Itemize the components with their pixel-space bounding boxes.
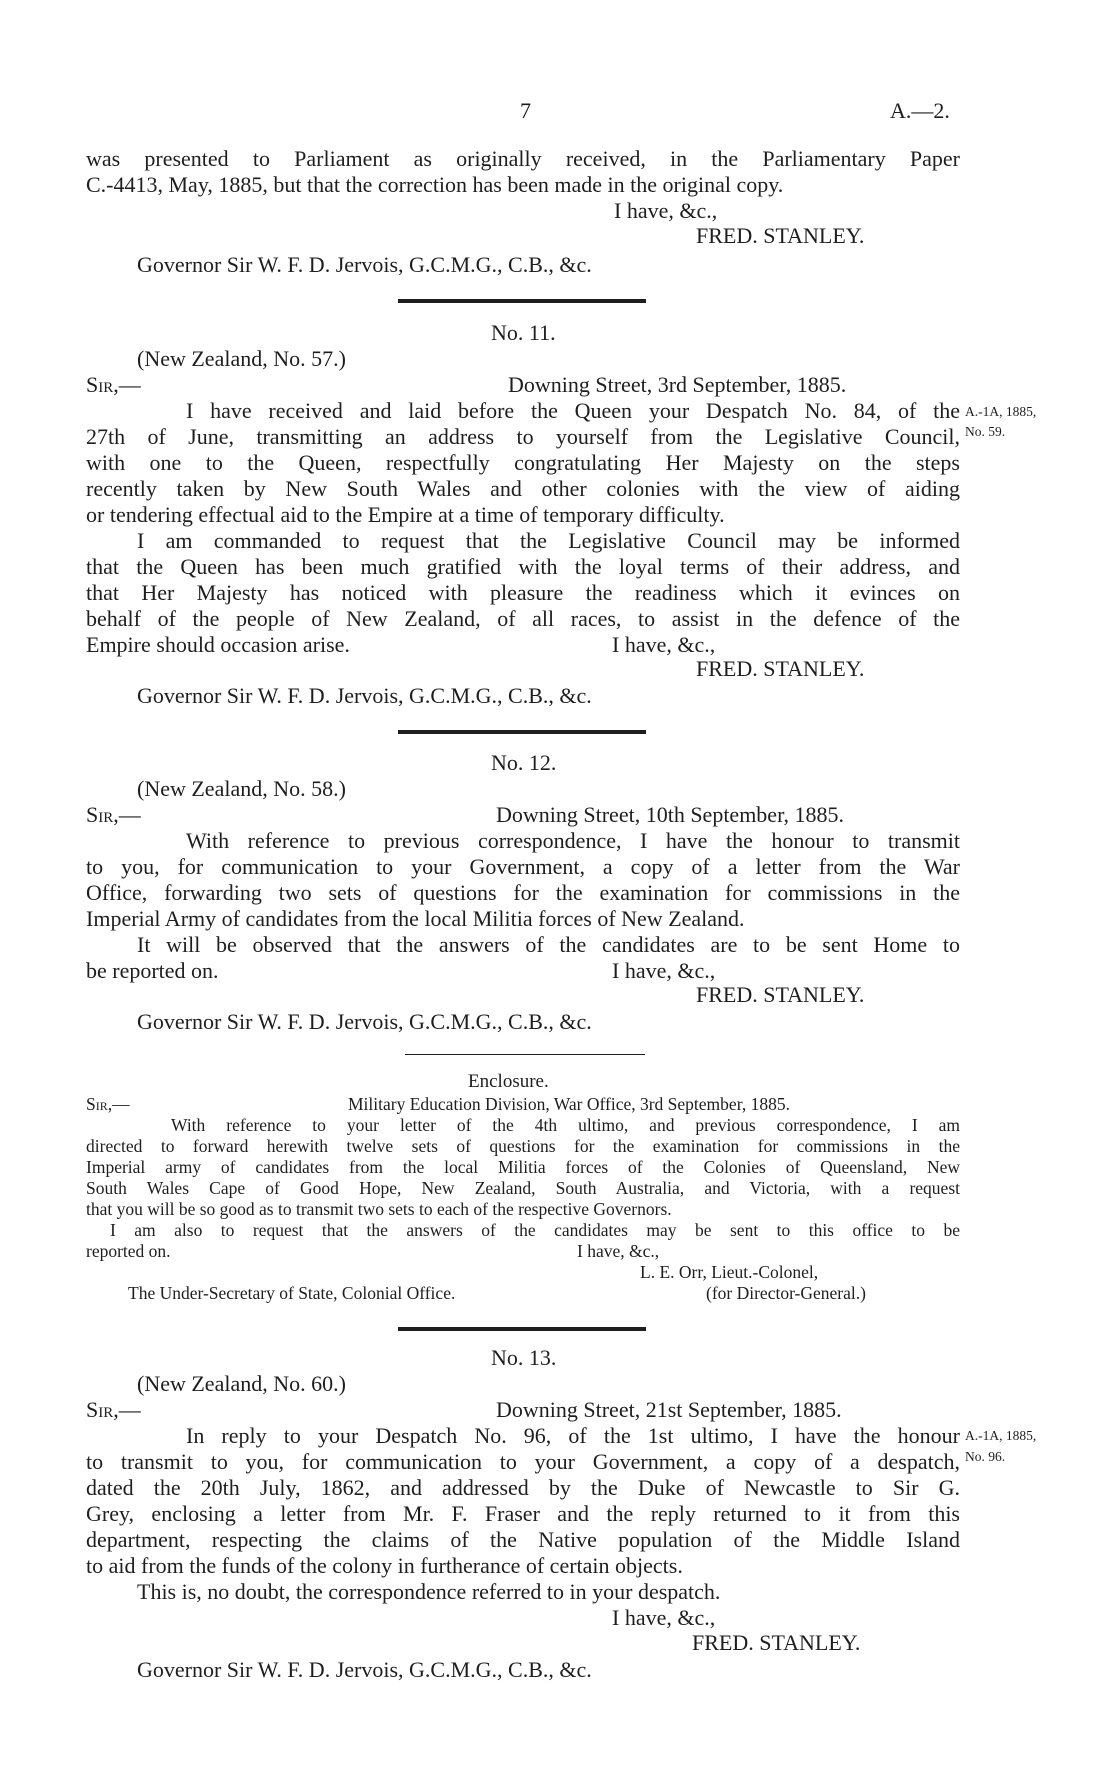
body-line: be reported on. [86, 958, 219, 983]
body-line: that the Queen has been much gratified with the loyal terms of their address, and [86, 554, 960, 579]
signature: L. E. Orr, Lieut.-Colonel, [640, 1262, 819, 1282]
section-divider [398, 1327, 646, 1331]
enclosure-heading: Enclosure. [468, 1071, 549, 1092]
despatch-heading: No. 12. [491, 750, 557, 775]
margin-reference: No. 59. [965, 424, 1006, 439]
body-line: behalf of the people of New Zealand, of all races, to assist in the defence of the [86, 606, 960, 631]
addressee: The Under-Secretary of State, Colonial Office. [128, 1283, 456, 1303]
addressee: Governor Sir W. F. D. Jervois, G.C.M.G., C.B., &c. [137, 252, 592, 277]
signature: FRED. STANLEY. [696, 982, 865, 1007]
despatch-reference: (New Zealand, No. 57.) [137, 346, 346, 371]
closing: I have, &c., [614, 198, 718, 223]
despatch-reference: (New Zealand, No. 60.) [137, 1371, 346, 1396]
salutation: Sir,— [86, 372, 141, 397]
dateline: Military Education Division, War Office, 3rd September, 1885. [348, 1094, 790, 1114]
closing: I have, &c., [612, 632, 716, 657]
page-number: 7 [520, 98, 531, 123]
body-line: reported on. [86, 1241, 171, 1261]
salutation: Sir,— [86, 1397, 141, 1422]
dateline: Downing Street, 10th September, 1885. [496, 802, 845, 827]
margin-reference: A.-1A, 1885, [965, 1428, 1037, 1443]
body-line: C.-4413, May, 1885, but that the correction has been made in the original copy. [86, 172, 784, 197]
signature-note: (for Director-General.) [706, 1283, 866, 1303]
despatch-heading: No. 13. [491, 1345, 557, 1370]
body-line: or tendering effectual aid to the Empire at a time of temporary difficulty. [86, 502, 725, 527]
document-reference: A.—2. [890, 98, 950, 123]
margin-reference: A.-1A, 1885, [965, 404, 1037, 419]
body-line: Grey, enclosing a letter from Mr. F. Fraser and the reply returned to it from this [86, 1501, 960, 1526]
addressee: Governor Sir W. F. D. Jervois, G.C.M.G., C.B., &c. [137, 1657, 592, 1682]
signature: FRED. STANLEY. [696, 656, 865, 681]
addressee: Governor Sir W. F. D. Jervois, G.C.M.G., C.B., &c. [137, 1009, 592, 1034]
body-line: It will be observed that the answers of the candidates are to be sent Home to [137, 932, 960, 957]
addressee: Governor Sir W. F. D. Jervois, G.C.M.G., C.B., &c. [137, 683, 592, 708]
body-line: to aid from the funds of the colony in furtherance of certain objects. [86, 1553, 683, 1578]
body-line: with one to the Queen, respectfully congratulating Her Majesty on the steps [86, 450, 960, 475]
body-line: With reference to previous correspondence, I have the honour to transmit [186, 828, 960, 853]
signature: FRED. STANLEY. [696, 223, 865, 248]
enclosure-divider [405, 1054, 645, 1055]
salutation: Sir,— [86, 802, 141, 827]
body-line: directed to forward herewith twelve sets of questions for the examination for commissions in the [86, 1136, 960, 1156]
body-line: This is, no doubt, the correspondence referred to in your despatch. [137, 1579, 721, 1604]
body-line: With reference to your letter of the 4th ultimo, and previous correspondence, I am [171, 1115, 960, 1135]
body-line: Office, forwarding two sets of questions for the examination for commissions in the [86, 880, 960, 905]
body-line: recently taken by New South Wales and other colonies with the view of aiding [86, 476, 960, 501]
salutation: Sir,— [86, 1094, 130, 1114]
body-line: Imperial Army of candidates from the local Militia forces of New Zealand. [86, 906, 745, 931]
section-divider [398, 730, 646, 734]
body-line: department, respecting the claims of the Native population of the Middle Island [86, 1527, 960, 1552]
body-line: Imperial army of candidates from the local Militia forces of the Colonies of Queensland, New [86, 1157, 960, 1177]
body-line: to transmit to you, for communication to your Government, a copy of a despatch, [86, 1449, 960, 1474]
body-line: South Wales Cape of Good Hope, New Zealand, South Australia, and Victoria, with a request [86, 1178, 960, 1198]
body-line: I have received and laid before the Queen your Despatch No. 84, of the [186, 398, 960, 423]
closing: I have, &c., [612, 958, 716, 983]
body-line: Empire should occasion arise. [86, 632, 350, 657]
despatch-reference: (New Zealand, No. 58.) [137, 776, 346, 801]
body-line: that you will be so good as to transmit two sets to each of the respective Governors. [86, 1199, 672, 1219]
closing: I have, &c., [612, 1605, 716, 1630]
dateline: Downing Street, 21st September, 1885. [496, 1397, 842, 1422]
signature: FRED. STANLEY. [692, 1630, 861, 1655]
body-line: was presented to Parliament as originally received, in the Parliamentary Paper [86, 146, 960, 171]
body-line: I am also to request that the answers of the candidates may be sent to this office to be [110, 1220, 960, 1240]
body-line: dated the 20th July, 1862, and addressed by the Duke of Newcastle to Sir G. [86, 1475, 960, 1500]
section-divider [398, 299, 646, 303]
dateline: Downing Street, 3rd September, 1885. [508, 372, 847, 397]
body-line: to you, for communication to your Government, a copy of a letter from the War [86, 854, 960, 879]
body-line: that Her Majesty has noticed with pleasure the readiness which it evinces on [86, 580, 960, 605]
body-line: In reply to your Despatch No. 96, of the 1st ultimo, I have the honour [186, 1423, 960, 1448]
body-line: 27th of June, transmitting an address to yourself from the Legislative Council, [86, 424, 960, 449]
body-line: I am commanded to request that the Legislative Council may be informed [137, 528, 960, 553]
despatch-heading: No. 11. [491, 320, 556, 345]
margin-reference: No. 96. [965, 1449, 1006, 1464]
closing: I have, &c., [577, 1241, 660, 1261]
